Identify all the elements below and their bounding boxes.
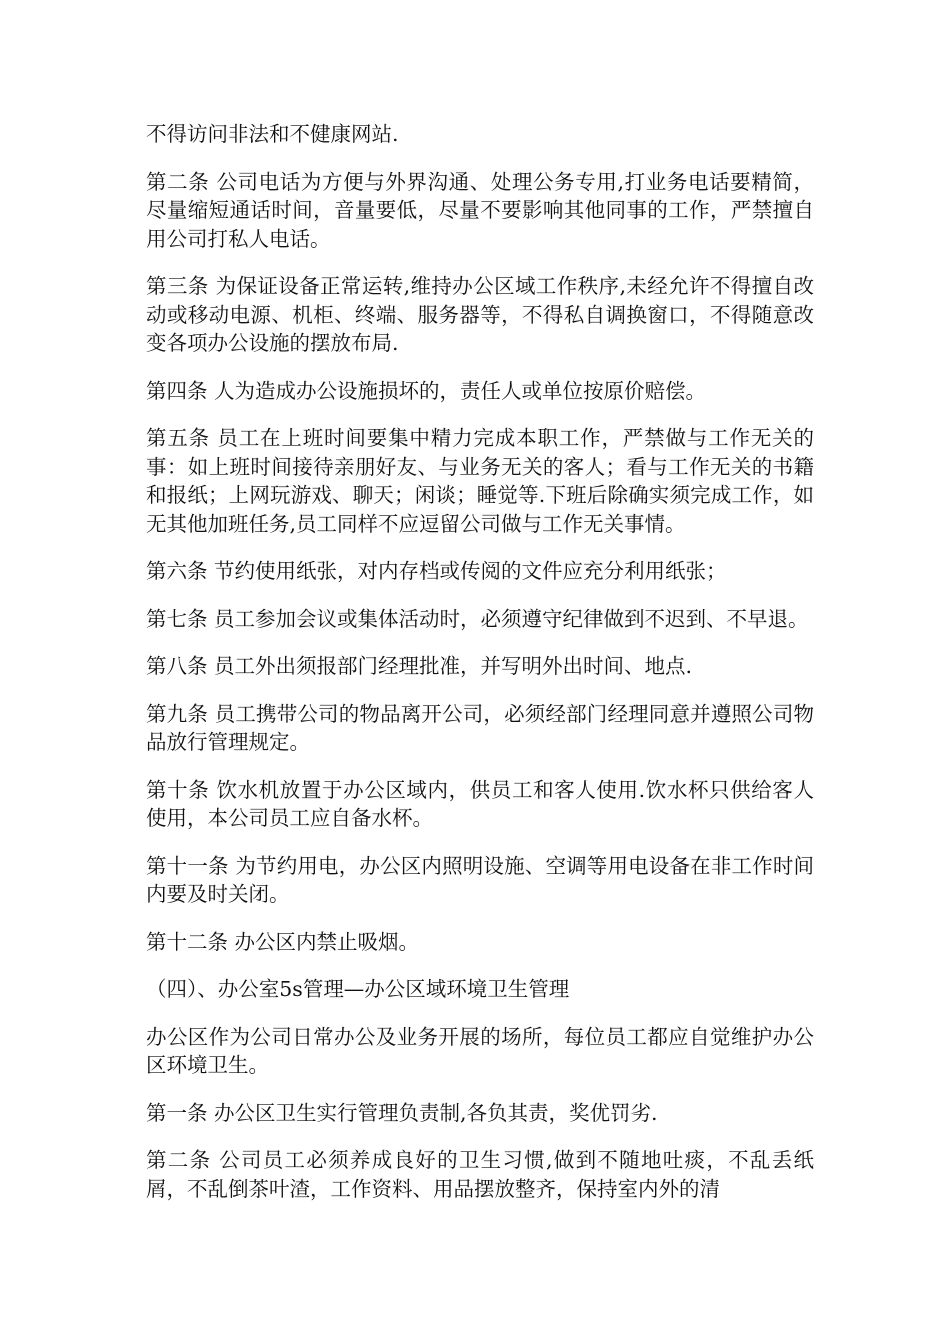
paragraph-article-8-outing: 第八条 员工外出须报部门经理批准，并写明外出时间、地点.	[146, 654, 693, 678]
paragraph-article-9-items: 第九条 员工携带公司的物品离开公司，必须经部门经理同意并遵照公司物品放行管理规定。	[146, 701, 814, 754]
paragraph-hygiene-article-1: 第一条 办公区卫生实行管理负责制,各负其责，奖优罚劣.	[146, 1100, 658, 1125]
paragraph-article-10-water: 第十条 饮水机放置于办公区域内，供员工和客人使用.饮水杯只供给客人使用，本公司员工应自备水杯。	[146, 777, 814, 830]
paragraph-article-3-equipment: 第三条 为保证设备正常运转,维持办公区域工作秩序,未经允许不得擅自改动或移动电源、机柜、终端、服务器等，不得私自调换窗口，不得随意改变各项办公设施的摆放布局.	[146, 274, 814, 355]
paragraph-article-7-meetings: 第七条 员工参加会议或集体活动时，必须遵守纪律做到不迟到、不早退。	[146, 606, 809, 631]
paragraph-intro-hygiene: 办公区作为公司日常办公及业务开展的场所，每位员工都应自觉维护办公区环境卫生。	[146, 1024, 814, 1077]
section-heading-5s: （四）、办公室5s管理—办公区域环境卫生管理	[146, 977, 570, 1001]
paragraph-hygiene-article-2: 第二条 公司员工必须养成良好的卫生习惯,做到不随地吐痰，不乱丢纸屑，不乱倒茶叶渣，工作资料、用品摆放整齐，保持室内外的清	[146, 1148, 814, 1201]
paragraph-article-4-damage: 第四条 人为造成办公设施损坏的，责任人或单位按原价赔偿。	[146, 378, 707, 403]
paragraph-continuation: 不得访问非法和不健康网站.	[146, 122, 399, 146]
paragraph-article-6-paper: 第六条 节约使用纸张，对内存档或传阅的文件应充分利用纸张；	[146, 559, 727, 583]
document-body	[146, 120, 814, 1222]
paragraph-article-2-telephone: 第二条 公司电话为方便与外界沟通、处理公务专用,打业务电话要精简，尽量缩短通话时间，音量要低，尽量不要影响其他同事的工作，严禁擅自用公司打私人电话。	[146, 169, 814, 251]
paragraph-article-11-electricity: 第十一条 为节约用电，办公区内照明设施、空调等用电设备在非工作时间内要及时关闭。	[146, 853, 814, 906]
paragraph-article-5-work-hours: 第五条 员工在上班时间要集中精力完成本职工作，严禁做与工作无关的事：如上班时间接待亲朋好友、与业务无关的客人；看与工作无关的书籍和报纸；上网玩游戏、聊天；闲谈；睡觉等.下班后除确实须完成工作，如无其他加班任务,员工同样不应逗留公司做与工作无关事情。	[146, 426, 814, 536]
paragraph-article-12-smoking: 第十二条 办公区内禁止吸烟。	[146, 929, 420, 954]
